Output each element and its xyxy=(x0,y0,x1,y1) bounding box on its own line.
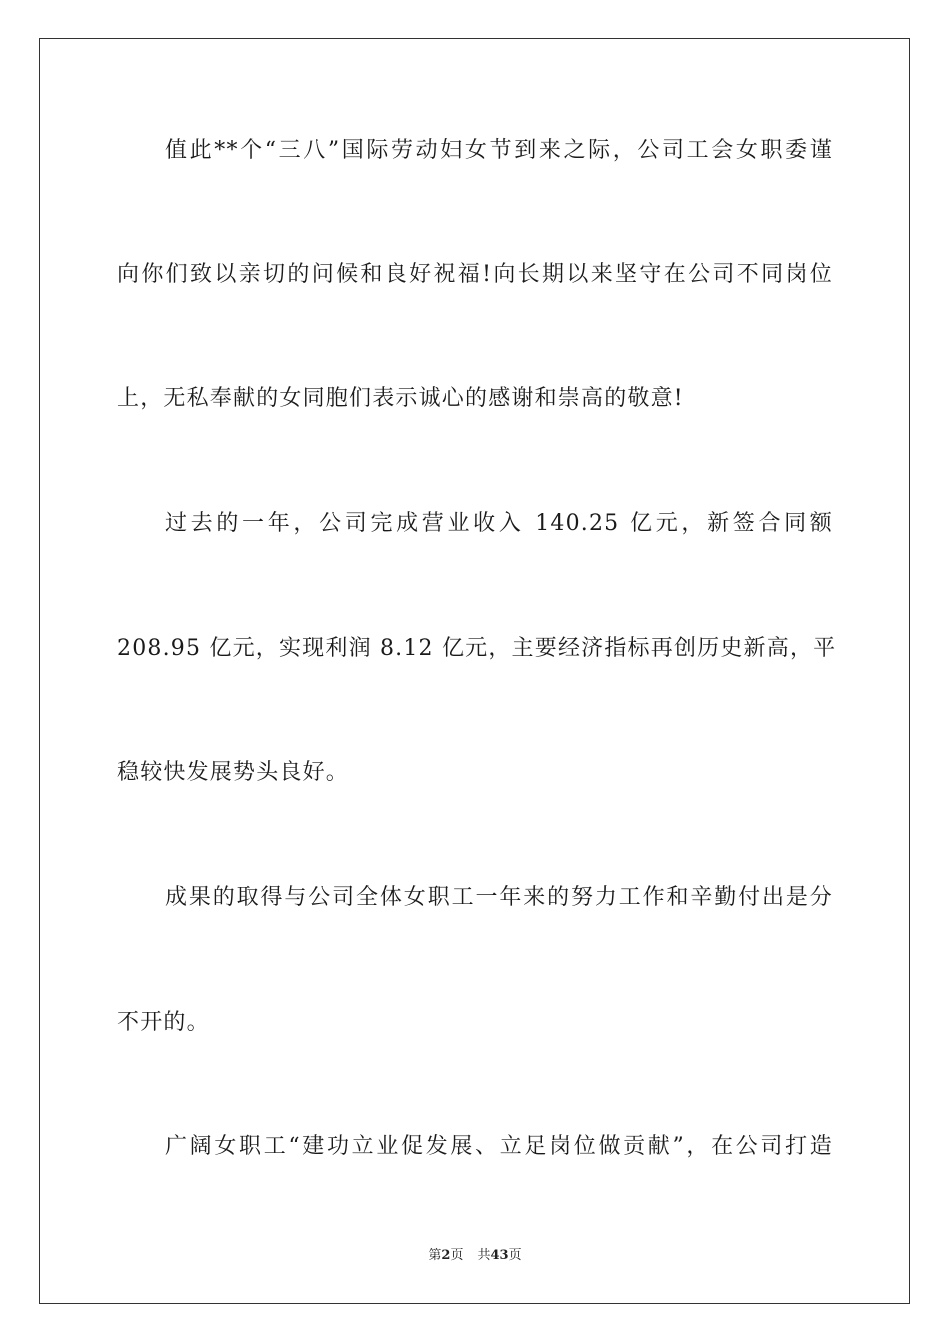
paragraph-3-line-1: 成果的取得与公司全体女职工一年来的努力工作和辛勤付出是分 xyxy=(165,885,833,910)
paragraph-1-line-1: 值此**个“三八”国际劳动妇女节到来之际，公司工会女职委谨 xyxy=(165,138,833,163)
paragraph-2-line-2: 208.95 亿元，实现利润 8.12 亿元，主要经济指标再创历史新高，平 xyxy=(117,636,837,661)
paragraph-2-line-3: 稳较快发展势头良好。 xyxy=(117,760,350,785)
total-prefix: 共 xyxy=(477,1248,491,1263)
page-prefix: 第 xyxy=(428,1248,442,1263)
page-footer xyxy=(0,1247,950,1265)
paragraph-1-line-3: 上，无私奉献的女同胞们表示诚心的感谢和崇高的敬意! xyxy=(117,386,684,411)
page-suffix: 页 xyxy=(450,1248,464,1263)
paragraph-1-line-2: 向你们致以亲切的问候和良好祝福!向长期以来坚守在公司不同岗位 xyxy=(117,262,833,287)
page-number: 2 xyxy=(441,1248,451,1263)
paragraph-3-line-2: 不开的。 xyxy=(117,1010,210,1035)
page-border xyxy=(39,38,910,1304)
paragraph-2-line-1: 过去的一年，公司完成营业收入 140.25 亿元，新签合同额 xyxy=(165,511,833,536)
paragraph-4-line-1: 广阔女职工“建功立业促发展、立足岗位做贡献”，在公司打造 xyxy=(165,1134,833,1159)
total-suffix: 页 xyxy=(508,1248,522,1263)
total-pages: 43 xyxy=(490,1248,509,1263)
